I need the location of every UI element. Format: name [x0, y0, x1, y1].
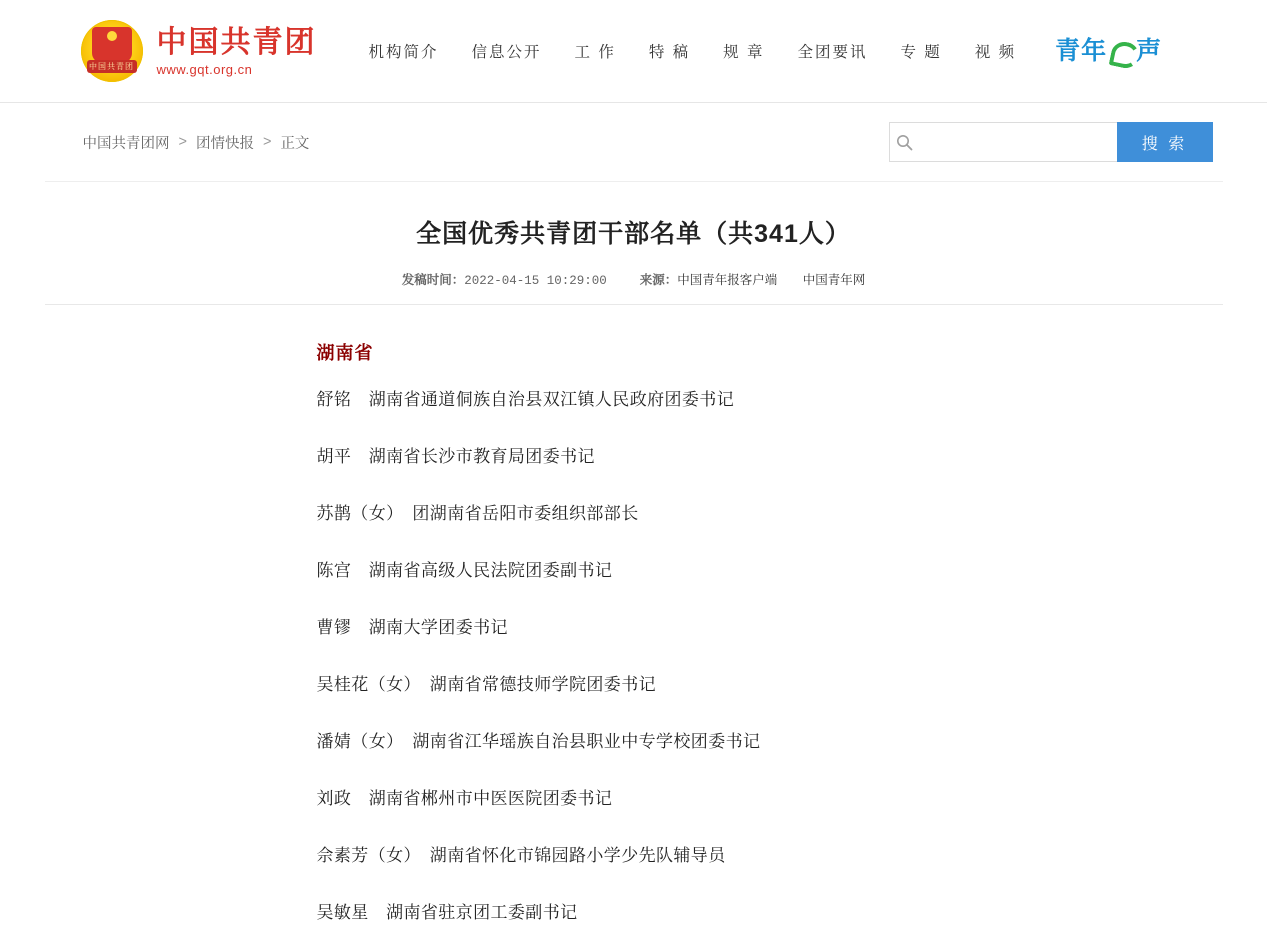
site-logo[interactable]: [81, 20, 317, 82]
breadcrumb-search-bar: [45, 103, 1223, 182]
breadcrumb: [83, 132, 310, 153]
list-item: 潘婧（女） 湖南省江华瑶族自治县职业中专学校团委书记: [316, 732, 761, 751]
breadcrumb-separator-1: >: [178, 134, 187, 150]
youth-voice-label: 青年: [1055, 37, 1108, 65]
list-item: 刘政 湖南省郴州市中医医院团委书记: [316, 789, 613, 808]
brand-url: www.gqt.org.cn: [156, 61, 253, 77]
meta-time-value: 2022-04-15 10:29:00: [464, 274, 607, 288]
search-button[interactable]: 搜 索: [1117, 122, 1213, 162]
nav-item-quantuanyaoxun[interactable]: 全团要讯: [797, 44, 868, 61]
search-box: [889, 122, 1213, 162]
search-icon: [890, 134, 920, 151]
breadcrumb-separator-2: >: [262, 134, 272, 150]
main-nav: [369, 37, 1162, 65]
meta-source-label: 来源：: [639, 273, 678, 287]
nav-item-shipin[interactable]: 视 频: [974, 44, 1017, 61]
breadcrumb-item-category[interactable]: 团情快报: [195, 135, 254, 152]
breadcrumb-item-home[interactable]: 中国共青团网: [82, 135, 170, 152]
emblem-band-label: 中国共青团: [87, 60, 137, 73]
swoosh-icon: [1109, 38, 1135, 64]
article-body: [45, 339, 1223, 927]
list-item: 胡平 湖南省长沙市教育局团委书记: [316, 447, 595, 466]
nav-item-guizhang[interactable]: 规 章: [723, 44, 765, 61]
brand-title: 中国共青团: [156, 25, 317, 59]
youth-league-emblem-icon: [81, 20, 143, 82]
nav-item-jigoujianjie[interactable]: 机构简介: [368, 44, 439, 61]
nav-item-zhuanti[interactable]: 专 题: [900, 44, 942, 61]
list-item: 佘素芳（女） 湖南省怀化市锦园路小学少先队辅导员: [316, 846, 726, 865]
youth-voice-label-2: 声: [1136, 37, 1162, 65]
meta-source-secondary: 中国青年网: [802, 273, 866, 287]
meta-source-value: 中国青年报客户端: [677, 273, 778, 287]
list-item: 苏鹊（女） 团湖南省岳阳市委组织部部长: [316, 504, 639, 523]
breadcrumb-item-current[interactable]: 正文: [280, 135, 310, 152]
search-input[interactable]: [920, 123, 1114, 161]
site-header: [0, 0, 1267, 103]
nav-item-tegao[interactable]: 特 稿: [648, 44, 691, 61]
list-item: 舒铭 湖南省通道侗族自治县双江镇人民政府团委书记: [316, 390, 735, 409]
meta-time-label: 发稿时间：: [401, 273, 465, 287]
list-item: 曹镠 湖南大学团委书记: [316, 618, 508, 637]
youth-voice-logo[interactable]: [1055, 37, 1161, 65]
list-item: 吴敏星 湖南省驻京团工委副书记: [316, 903, 578, 922]
search-field[interactable]: [889, 122, 1117, 162]
list-item: 吴桂花（女） 湖南省常德技师学院团委书记: [316, 675, 656, 694]
list-item: 陈宫 湖南省高级人民法院团委副书记: [316, 561, 613, 580]
province-heading: 湖南省: [316, 343, 374, 363]
nav-item-xinxigongkai[interactable]: 信息公开: [471, 44, 542, 61]
nav-item-gongzuo[interactable]: 工 作: [574, 44, 616, 61]
article: [45, 214, 1223, 927]
page-title: 全国优秀共青团干部名单（共341人）: [416, 220, 851, 248]
article-meta: [45, 270, 1223, 305]
